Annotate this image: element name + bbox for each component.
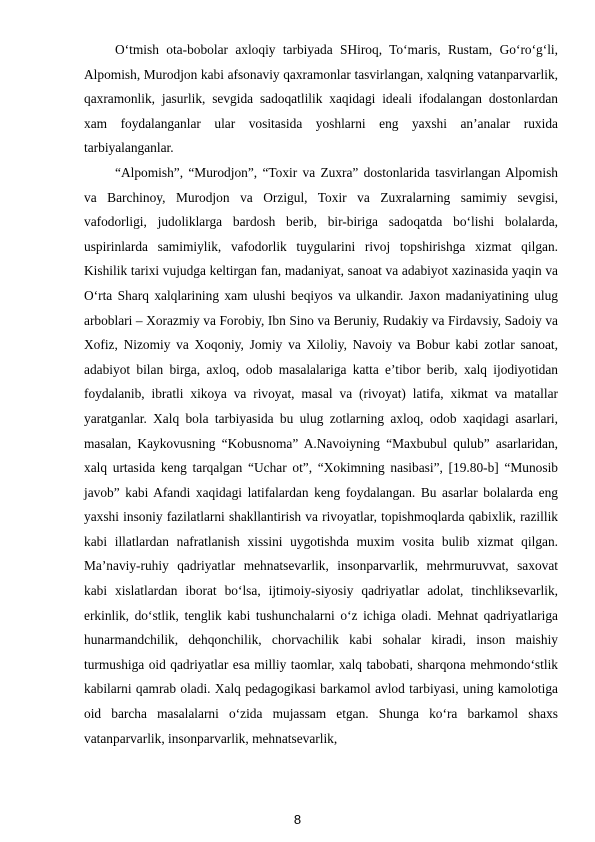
document-body — [84, 38, 558, 751]
paragraph-epic-heroes: O‘tmish ota-bobolar axloqiy tarbiyada SHiroq, To‘maris, Rustam, Go‘ro‘g‘li, Alpomish, Murodjon kabi afsonaviy qaxramonlar tasvirlangan, xalqning vatanparvarlik, qaxramonlik, jasurlik, sevgida sadoqatlilik xaqidagi ideali ifodalangan dostonlardan xam foydalanganlar ular vositasida yoshlarni eng yaxshi an’analar ruxida tarbiyalanganlar. — [84, 42, 558, 156]
page-number: 8 — [293, 812, 302, 827]
paragraph-dastans-and-values: “Alpomish”, “Murodjon”, “Toxir va Zuxra” dostonlarida tasvirlangan Alpomish va Barchinoy, Murodjon va Orzigul, Toxir va Zuxralarning samimiy sevgisi, vafodorligi, judoliklarga bardosh berib, bir-biriga sadoqatda bo‘lishi bolalarda, uspirinlarda samimiylik, vafodorlik tuygularini rivoj topshirishga xizmat qilgan. Kishilik tarixi vujudga keltirgan fan, madaniyat, sanoat va adabiyot xazinasida yaqin va O‘rta Sharq xalqlarining xam ulushi beqiyos va ulkandir. Jaxon madaniyatining ulug arboblari – Xorazmiy va Forobiy, Ibn Sino va Beruniy, Rudakiy va Firdavsiy, Sadoiy va Xofiz, Nizomiy va Xoqoniy, Jomiy va Xiloliy, Navoiy va Bobur kabi zotlar sanoat, adabiyot bilan birga, axloq, odob masalalariga katta e’tibor berib, xalq ijodiyotidan foydalanib, ibratli xikoya va rivoyat, masal va (rivoyat) latifa, xikmat va matallar yaratganlar. Xalq bola tarbiyasida bu ulug zotlarning axloq, odob xaqidagi asarlari, masalan, Kaykovusning “Kobusnoma” A.Navoiyning “Maxbubul qulub” asarlaridan, xalq urtasida keng tarqalgan “Uchar ot”, “Xokimning nasibasi”, [19.80-b] “Munosib javob” kabi Afandi xaqidagi latifalardan keng foydalangan. Bu asarlar bolalarda eng yaxshi insoniy fazilatlarni shakllantirish va rivoyatlar, topishmoqlarda qabixlik, razillik kabi illatlardan nafratlanish xissini uygotishda muxim vosita bulib xizmat qilgan. Ma’naviy-ruhiy qadriyatlar mehnatsevarlik, insonparvarlik, mehrmuruvvat, saxovat kabi xislatlardan iborat bo‘lsa, ijtimoiy-siyosiy qadriyatlar adolat, tinchliksevarlik, erkinlik, do‘stlik, tenglik kabi tushunchalarni o‘z ichiga oladi. Mehnat qadriyatlariga hunarmandchilik, dehqonchilik, chorvachilik kabi sohalar kiradi, inson maishiy turmushiga oid qadriyatlar esa milliy taomlar, xalq tabobati, sharqona mehmondo‘stlik kabilarni qamrab oladi. Xalq pedagogikasi barkamol avlod tarbiyasi, uning kamolotiga oid barcha masalalarni o‘zida mujassam etgan. Shunga ko‘ra barkamol shaxs vatanparvarlik, insonparvarlik, mehnatsevarlik, — [84, 164, 558, 746]
